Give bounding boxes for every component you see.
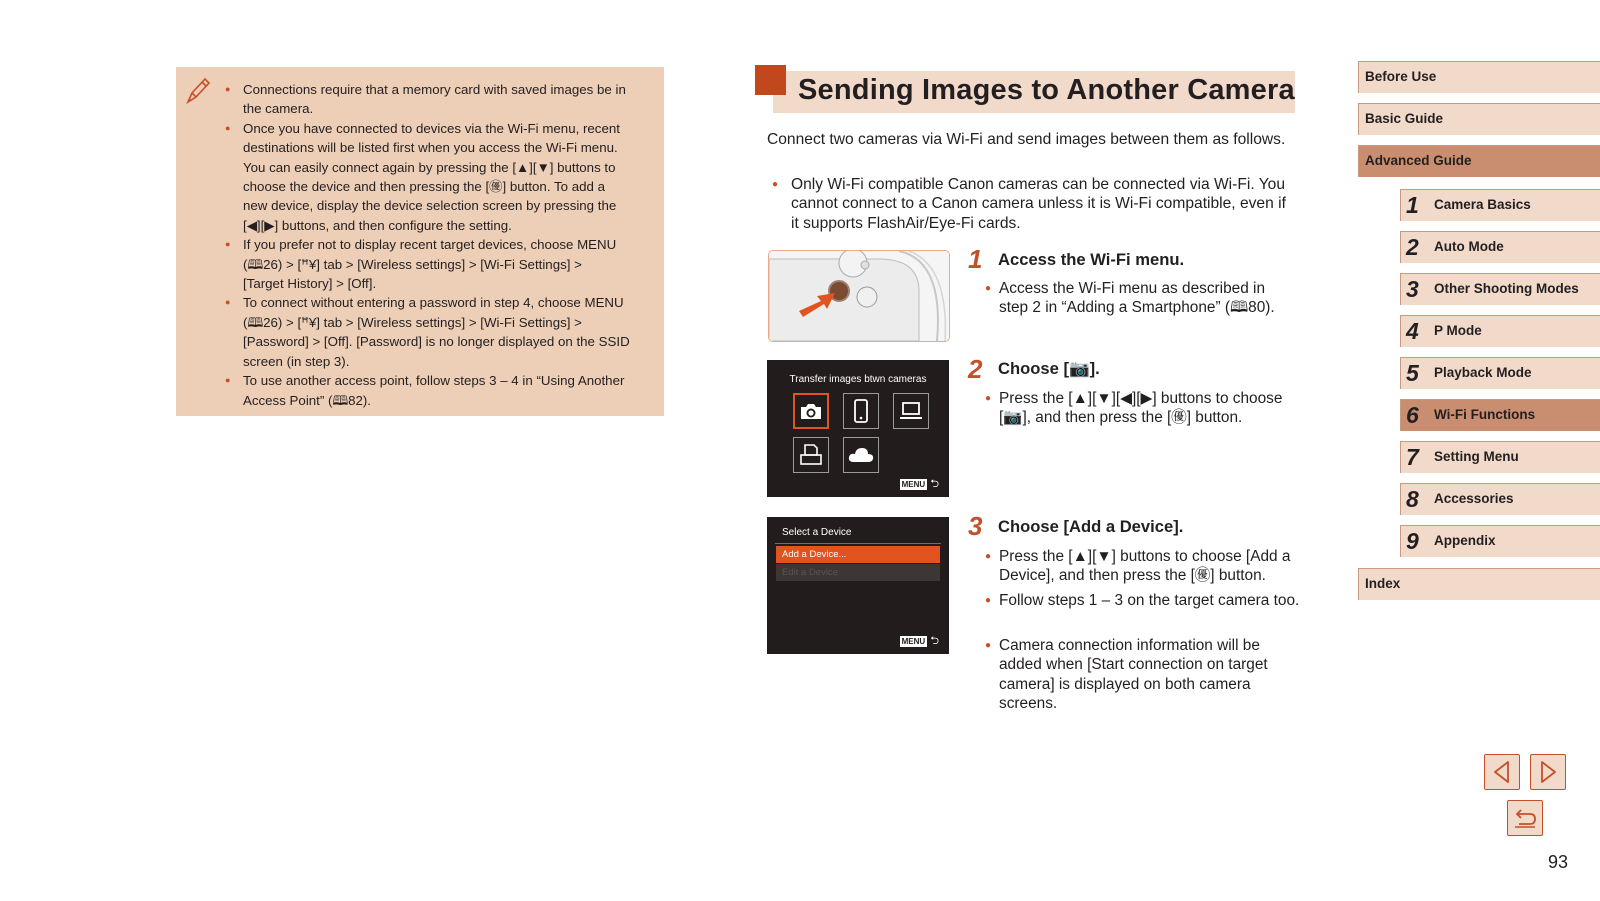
step-bullet: ● Access the Wi-Fi menu as described in step 2 in “Adding a Smartphone” (🕮80). <box>985 279 1283 318</box>
chapter-number: 6 <box>1406 402 1419 428</box>
step-bullet: ● Press the [▲][▼][◀][▶] buttons to choose [📷], and then press the [㊝] button. <box>985 389 1301 428</box>
screen-caption: Transfer images btwn cameras <box>789 374 927 385</box>
menu-label: MENU <box>901 637 926 646</box>
note-item: ● Connections require that a memory card with saved images be in the camera. <box>196 80 648 119</box>
chapter-label: Appendix <box>1434 533 1496 548</box>
nav-chapter-p-mode[interactable] <box>1400 315 1600 347</box>
menu-label: MENU <box>901 480 926 489</box>
nav-chapter-auto-mode[interactable] <box>1400 231 1600 263</box>
chapter-number: 7 <box>1406 444 1419 470</box>
printer-icon <box>793 437 829 473</box>
intro-text: Connect two cameras via Wi-Fi and send images between them as follows. <box>767 131 1286 148</box>
nav-before-use[interactable]: Before Use <box>1358 61 1600 93</box>
return-icon: ⮌ <box>930 635 939 647</box>
chapter-number: 9 <box>1406 528 1419 554</box>
step-number: 3 <box>968 511 983 541</box>
select-device-screen <box>767 517 949 654</box>
triangle-right-icon <box>1538 760 1558 784</box>
triangle-left-icon <box>1492 760 1512 784</box>
step-title: Choose [📷]. <box>998 359 1100 378</box>
step-bullet: ● Follow steps 1 – 3 on the target camera too. <box>985 591 1301 610</box>
title-marker <box>755 65 786 95</box>
menu-return-indicator <box>900 636 939 647</box>
wifi-menu-screen <box>767 360 949 497</box>
note-item: ● To connect without entering a password in step 4, choose MENU (🕮26) > [ꟸ¥] tab > [Wireless settings] > [Wi-Fi Settings] > [Password] > [Off]. [Password] is no longer displayed on the SSID screen (in step 3). <box>196 293 648 371</box>
nav-chapter-playback-mode[interactable] <box>1400 357 1600 389</box>
chapter-label: Wi-Fi Functions <box>1434 407 1536 422</box>
step-title: Access the Wi-Fi menu. <box>998 250 1185 269</box>
chapter-number: 3 <box>1406 276 1419 302</box>
note-list <box>196 80 648 410</box>
chapter-label: Camera Basics <box>1434 197 1531 212</box>
chapter-label: Setting Menu <box>1434 449 1519 464</box>
nav-chapter-setting-menu[interactable] <box>1400 441 1600 473</box>
chapter-number: 1 <box>1406 192 1419 218</box>
chapter-label: Other Shooting Modes <box>1434 281 1579 296</box>
cloud-icon <box>843 437 879 473</box>
divider <box>775 543 941 544</box>
page-title: Sending Images to Another Camera <box>798 74 1295 106</box>
nav-chapter-appendix[interactable] <box>1400 525 1600 557</box>
note-item: ● To use another access point, follow steps 3 – 4 in “Using Another Access Point” (🕮82). <box>196 371 648 410</box>
note-item: ● If you prefer not to display recent target devices, choose MENU (🕮26) > [ꟸ¥] tab > [Wireless settings] > [Wi-Fi Settings] > [Target History] > [Off]. <box>196 235 648 293</box>
nav-chapter-camera-basics[interactable] <box>1400 189 1600 221</box>
step-bullet: ● Camera connection information will be added when [Start connection on target camera] is displayed on both camera screens. <box>985 636 1301 714</box>
step-bullet: ● Press the [▲][▼] buttons to choose [Add a Device], and then press the [㊝] button. <box>985 547 1301 586</box>
return-icon: ⮌ <box>930 478 939 490</box>
camera-icon <box>793 393 829 429</box>
nav-chapter-other-shooting-modes[interactable] <box>1400 273 1600 305</box>
note-box <box>176 67 664 416</box>
page-number: 93 <box>1547 852 1568 872</box>
smartphone-icon <box>843 393 879 429</box>
return-page-button[interactable] <box>1507 800 1543 836</box>
nav-chapter-accessories[interactable] <box>1400 483 1600 515</box>
chapter-label: Auto Mode <box>1434 239 1504 254</box>
chapter-number: 5 <box>1406 360 1419 386</box>
computer-icon <box>893 393 929 429</box>
step-number: 1 <box>968 244 983 274</box>
edit-device-item: Edit a Device <box>776 564 940 581</box>
note-item: ● Once you have connected to devices via the Wi-Fi menu, recent destinations will be listed first when you access the Wi-Fi menu. You can easily connect again by pressing the [▲][▼] buttons to choose the device and then pressing the [㊝] button. To add a new device, display the device selection screen by pressing the [◀][▶] buttons, and then configure the setting. <box>196 119 648 235</box>
nav-index[interactable]: Index <box>1358 568 1600 600</box>
next-page-button[interactable] <box>1530 754 1566 790</box>
nav-chapter-wifi-functions[interactable] <box>1400 399 1600 431</box>
screen-title: Select a Device <box>782 527 852 538</box>
chapter-label: Playback Mode <box>1434 365 1532 380</box>
menu-return-indicator <box>900 479 939 490</box>
intro-bullet: ● Only Wi-Fi compatible Canon cameras can be connected via Wi-Fi. You cannot connect to a Canon camera unless it is Wi-Fi compatible, even if it supports FlashAir/Eye-Fi cards. <box>767 175 1297 233</box>
camera-illustration <box>768 250 950 342</box>
chapter-number: 2 <box>1406 234 1419 260</box>
nav-advanced-guide[interactable]: Advanced Guide <box>1358 145 1600 177</box>
previous-page-button[interactable] <box>1484 754 1520 790</box>
chapter-number: 8 <box>1406 486 1419 512</box>
add-device-item: Add a Device... <box>776 546 940 563</box>
chapter-number: 4 <box>1406 318 1419 344</box>
step-number: 2 <box>968 354 983 384</box>
nav-basic-guide[interactable]: Basic Guide <box>1358 103 1600 135</box>
return-arrow-icon <box>1512 806 1538 830</box>
camera-button-illustration <box>769 251 949 341</box>
chapter-label: P Mode <box>1434 323 1482 338</box>
chapter-label: Accessories <box>1434 491 1514 506</box>
step-title: Choose [Add a Device]. <box>998 517 1184 536</box>
